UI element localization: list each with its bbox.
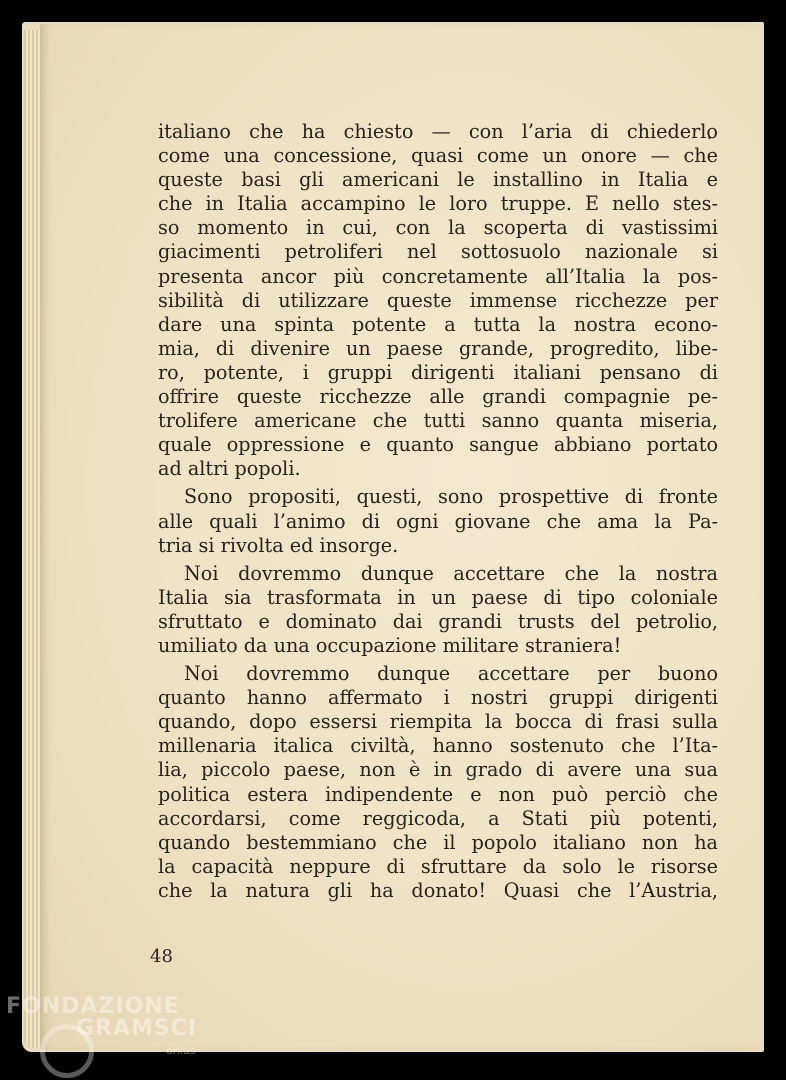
body-text [158, 120, 718, 903]
watermark-logo [6, 994, 246, 1080]
page-number: 48 [150, 946, 173, 967]
watermark-line1: FONDAZIONE [6, 994, 180, 1019]
text-line: umiliato da una occupazione militare straniera! [158, 633, 622, 657]
text-line: italiano che ha chiesto — con l’aria di chiederlo [158, 120, 718, 143]
book-page [40, 24, 760, 1050]
text-line: queste basi gli americani le installino in Italia e [158, 168, 718, 192]
text-line: come una concessione, quasi come un onore — che [158, 144, 718, 168]
text-line: che la natura gli ha donato! Quasi che l’Austria, [158, 878, 718, 902]
text-line: sibilità di utilizzare queste immense ricchezze per [158, 288, 718, 312]
text-line: ro, potente, i gruppi dirigenti italiani pensano di [158, 360, 718, 384]
text-line: Sono propositi, questi, sono prospettive di fronte [184, 485, 718, 509]
text-line: trolifere americane che tutti sanno quanta miseria, [158, 409, 718, 433]
text-line: accordarsi, come reggicoda, a Stati più potenti, [158, 806, 718, 830]
text-line: offrire queste ricchezze alle grandi compagnie pe- [158, 385, 718, 409]
text-line: sfruttato e dominato dai grandi trusts del petrolio, [158, 609, 718, 633]
text-line: Italia sia trasformata in un paese di tipo coloniale [158, 585, 718, 609]
text-line: politica estera indipendente e non può perciò che [158, 782, 718, 806]
text-line: ad altri popoli. [158, 457, 301, 481]
text-line: giacimenti petroliferi nel sottosuolo nazionale si [158, 240, 718, 264]
text-line: so momento in cui, con la scoperta di vastissimi [158, 216, 718, 240]
text-line: millenaria italica civiltà, hanno sostenuto che l’Ita- [158, 734, 718, 758]
text-line: presenta ancor più concretamente all’Italia la pos- [158, 264, 718, 288]
text-line: tria si rivolta ed insorge. [158, 533, 399, 557]
text-line: quando, dopo essersi riempita la bocca di frasi sulla [158, 710, 718, 734]
text-line: che in Italia accampino le loro truppe. E nello stes- [158, 192, 718, 216]
text-line: dare una spinta potente a tutta la nostra econo- [158, 312, 718, 336]
watermark-suffix: onlus [166, 1044, 196, 1057]
text-line: quando bestemmiano che il popolo italiano non ha [158, 830, 718, 854]
text-line: mia, di divenire un paese grande, progredito, libe- [158, 336, 718, 360]
text-line: quale oppressione e quanto sangue abbiano portato [158, 433, 718, 457]
text-line: la capacità neppure di sfruttare da solo le risorse [158, 854, 718, 878]
text-line: Noi dovremmo dunque accettare che la nostra [184, 561, 718, 585]
text-line: quanto hanno affermato i nostri gruppi dirigenti [158, 686, 718, 710]
text-line: alle quali l’animo di ogni giovane che ama la Pa- [158, 509, 718, 533]
text-line: lia, piccolo paese, non è in grado di avere una sua [158, 758, 718, 782]
watermark-line2: GRAMSCI [76, 1016, 198, 1041]
text-line: Noi dovremmo dunque accettare per buono [184, 662, 718, 686]
